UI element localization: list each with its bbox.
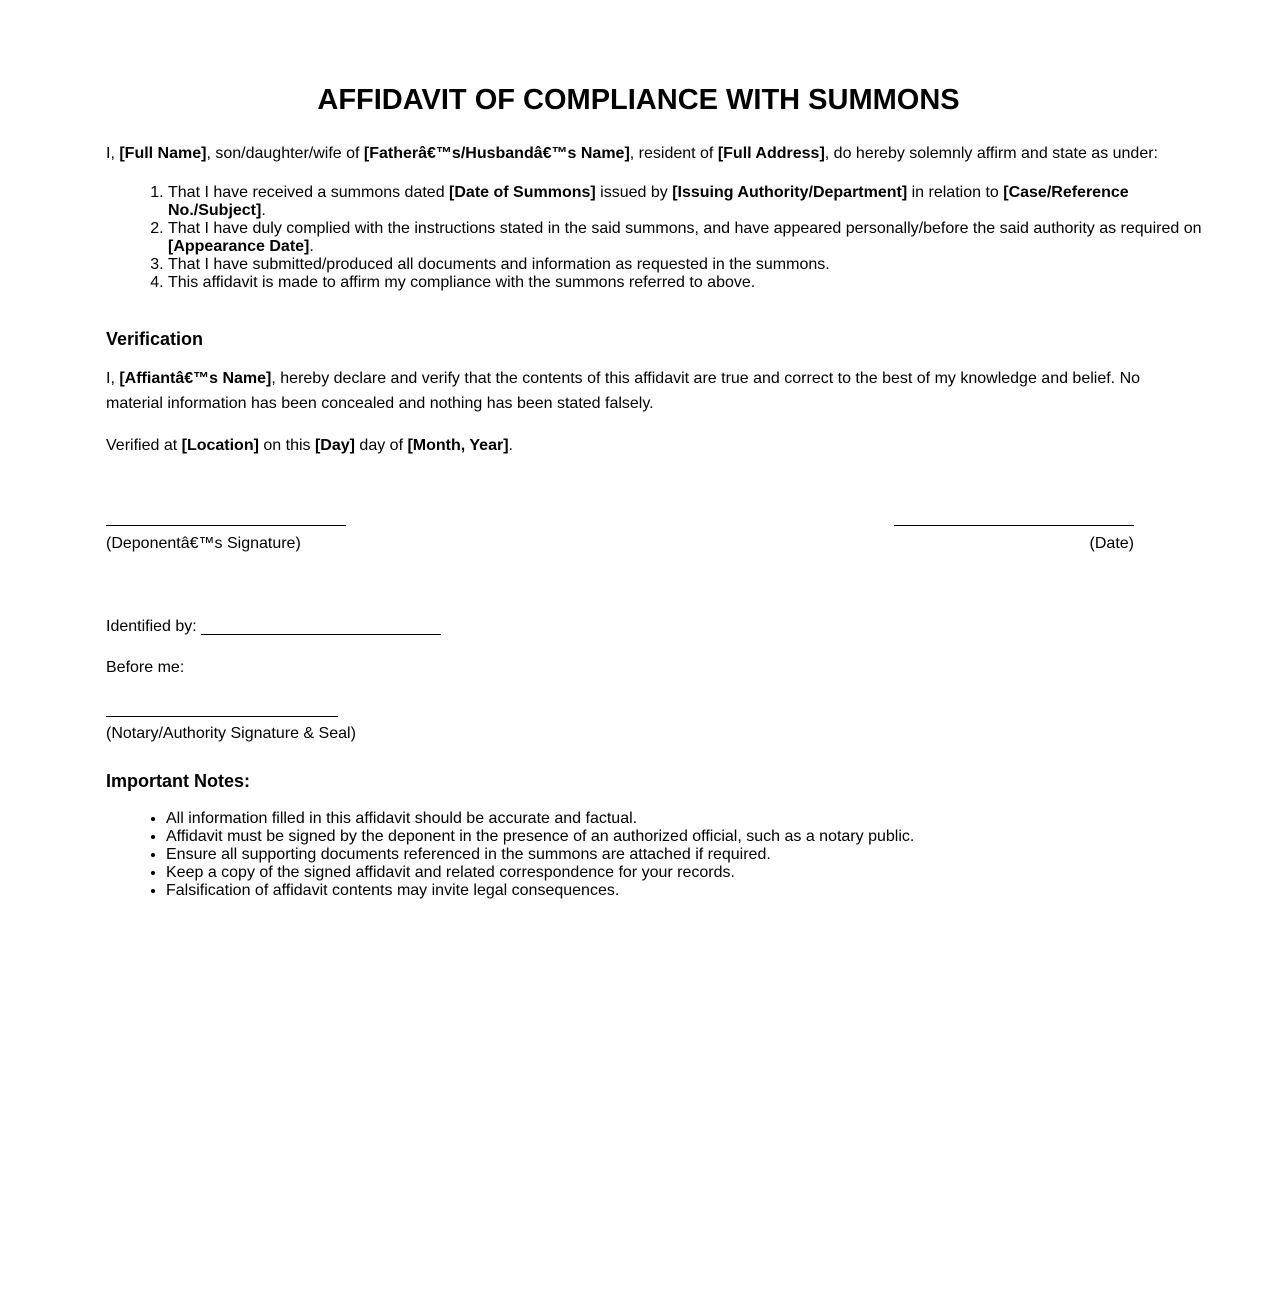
intro-paragraph <box>106 141 1158 166</box>
case-reference-placeholder: [Case/Reference No./Subject] <box>168 184 1129 219</box>
before-me-label: Before me: <box>106 659 185 676</box>
statement-item-2 <box>168 220 1208 256</box>
month-year-placeholder: [Month, Year] <box>407 437 509 454</box>
verification-heading: Verification <box>106 329 204 349</box>
note-item: • Keep a copy of the signed affidavit and related correspondence for your records. <box>166 864 914 882</box>
deponent-signature-label: (Deponentâ€™s Signature) <box>106 535 301 552</box>
statement-item-3: 3. That I have submitted/produced all documents and information as requested in the summons. <box>168 256 1208 274</box>
note-item: • All information filled in this affidavit should be accurate and factual. <box>166 810 914 828</box>
identified-by-row <box>106 614 441 639</box>
date-signature-line <box>894 525 1134 526</box>
verified-text-1: Verified at <box>106 437 182 454</box>
statement-2-text-1: That I have duly complied with the instructions stated in the said summons, and have appeared personally/before the said authority as required on <box>168 220 1202 237</box>
intro-text-4: , do hereby solemnly affirm and state as under: <box>824 145 1158 162</box>
location-placeholder: [Location] <box>181 437 259 454</box>
important-notes-heading: Important Notes: <box>106 771 250 791</box>
intro-text-2: , son/daughter/wife of <box>206 145 364 162</box>
statement-1-text-1: That I have received a summons dated <box>168 184 450 201</box>
verified-text-3: day of <box>354 437 408 454</box>
statements-list <box>106 184 1208 292</box>
statement-item-4: 4. This affidavit is made to affirm my compliance with the summons referred to above. <box>168 274 1208 292</box>
affiant-name-placeholder: [Affiantâ€™s Name] <box>119 370 272 387</box>
notary-signature-label: (Notary/Authority Signature & Seal) <box>106 725 356 742</box>
statement-1-text-4: . <box>261 202 266 219</box>
verified-text-4: . <box>508 437 513 454</box>
statement-2-text-2: . <box>309 238 314 255</box>
verification-text-2: , hereby declare and verify that the contents of this affidavit are true and correct to the best of my knowledge and belief. No material information has been concealed and nothing has been stated falsely. <box>106 370 1141 412</box>
verification-paragraph <box>106 366 1156 416</box>
note-item: • Ensure all supporting documents referenced in the summons are attached if required. <box>166 846 914 864</box>
date-label: (Date) <box>1089 535 1134 552</box>
identified-by-label: Identified by: <box>106 618 197 635</box>
verified-text-2: on this <box>258 437 315 454</box>
deponent-signature-line <box>106 525 346 526</box>
full-address-placeholder: [Full Address] <box>717 145 825 162</box>
notes-list <box>106 810 914 900</box>
verified-at-paragraph <box>106 433 513 458</box>
note-item: • Affidavit must be signed by the deponent in the presence of an authorized official, such as a notary public. <box>166 828 914 846</box>
statement-1-text-2: issued by <box>595 184 673 201</box>
full-name-placeholder: [Full Name] <box>119 145 207 162</box>
intro-text-1: I, <box>106 145 120 162</box>
statement-item-1 <box>168 184 1208 220</box>
identified-by-line <box>201 618 441 635</box>
appearance-date-placeholder: [Appearance Date] <box>168 238 310 255</box>
statement-1-text-3: in relation to <box>907 184 1004 201</box>
intro-text-3: , resident of <box>629 145 718 162</box>
note-item: • Falsification of affidavit contents may invite legal consequences. <box>166 882 914 900</box>
document-title: AFFIDAVIT OF COMPLIANCE WITH SUMMONS <box>317 84 960 116</box>
issuing-authority-placeholder: [Issuing Authority/Department] <box>672 184 908 201</box>
father-name-placeholder: [Fatherâ€™s/Husbandâ€™s Name] <box>363 145 630 162</box>
date-of-summons-placeholder: [Date of Summons] <box>449 184 596 201</box>
verification-text-1: I, <box>106 370 120 387</box>
day-placeholder: [Day] <box>314 437 355 454</box>
notary-signature-line <box>106 716 338 717</box>
